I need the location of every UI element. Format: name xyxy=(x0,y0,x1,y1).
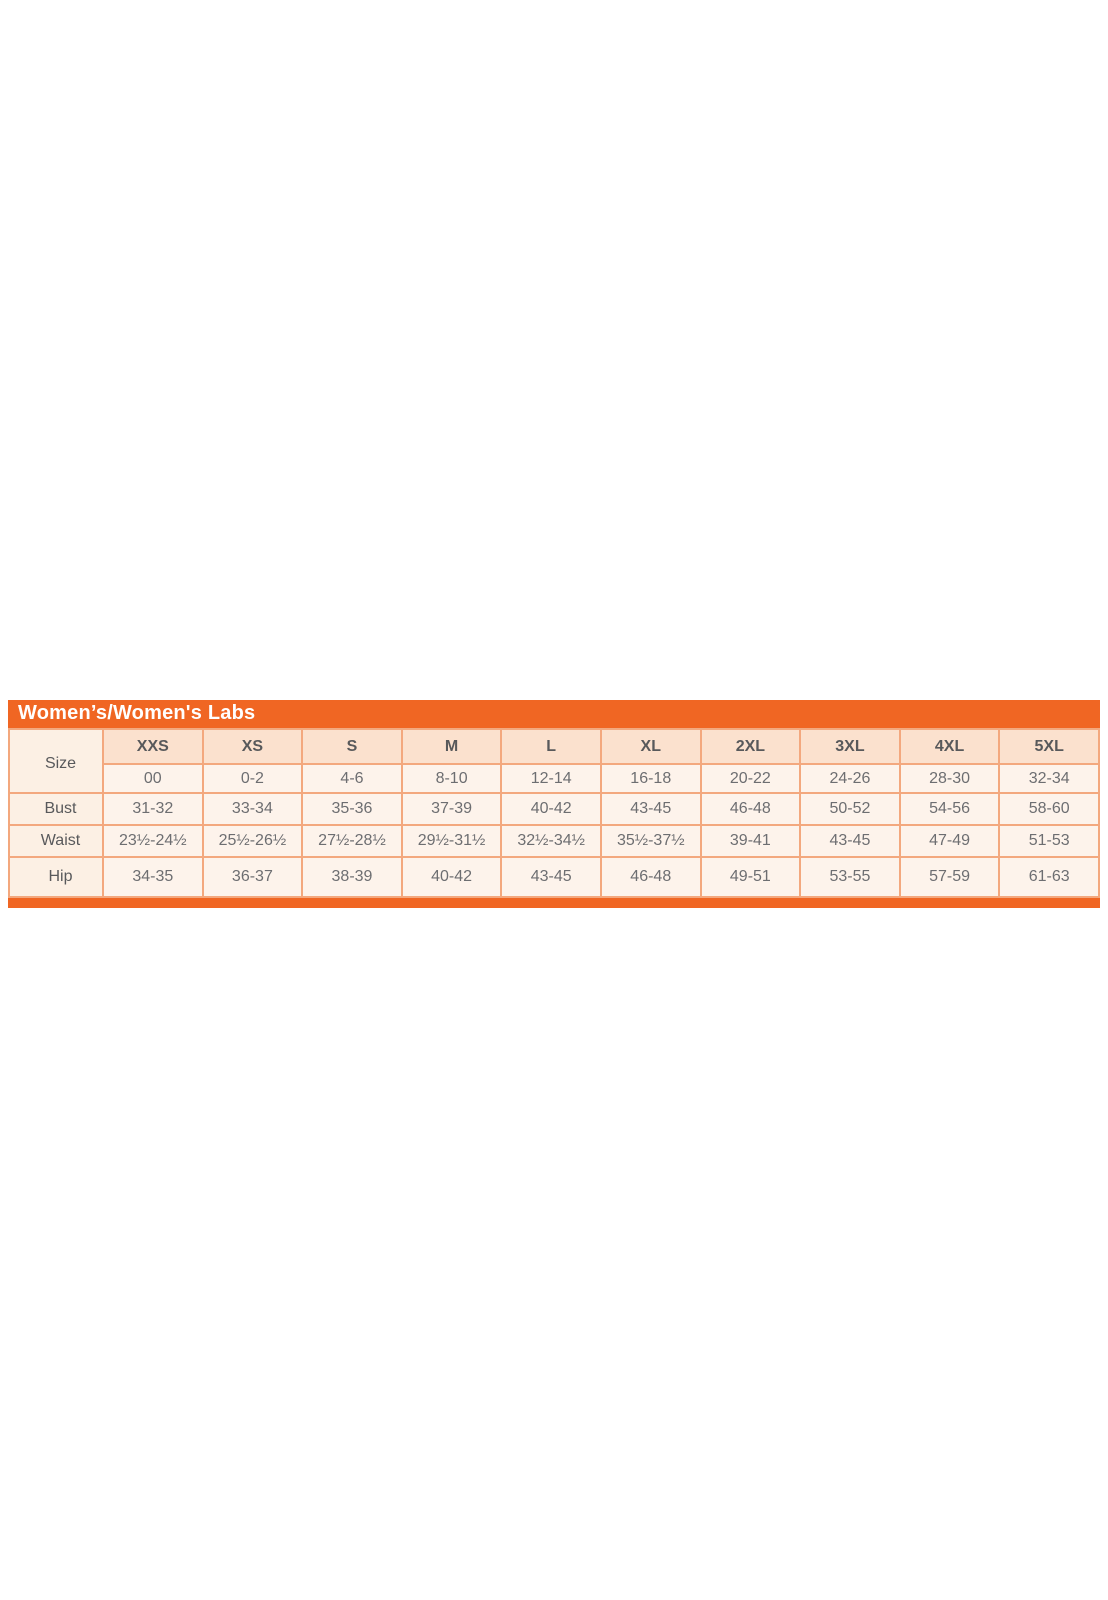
hip-cell: 43-45 xyxy=(501,857,601,897)
numeric-size-cell: 32-34 xyxy=(999,764,1099,793)
column-header-xl: XL xyxy=(601,729,701,764)
waist-cell: 47-49 xyxy=(900,825,1000,857)
waist-cell: 27½-28½ xyxy=(302,825,402,857)
column-header-5xl: 5XL xyxy=(999,729,1099,764)
numeric-size-cell: 20-22 xyxy=(701,764,801,793)
bust-cell: 43-45 xyxy=(601,793,701,825)
table-bottom-accent-bar xyxy=(8,898,1100,908)
waist-cell: 43-45 xyxy=(800,825,900,857)
hip-cell: 38-39 xyxy=(302,857,402,897)
column-header-row xyxy=(9,729,1099,764)
hip-cell: 53-55 xyxy=(800,857,900,897)
corner-size-label: Size xyxy=(9,729,103,793)
waist-cell: 29½-31½ xyxy=(402,825,502,857)
bust-cell: 58-60 xyxy=(999,793,1099,825)
column-header-xs: XS xyxy=(203,729,303,764)
waist-cell: 39-41 xyxy=(701,825,801,857)
waist-cell: 51-53 xyxy=(999,825,1099,857)
row-label-hip: Hip xyxy=(9,857,103,897)
waist-cell: 35½-37½ xyxy=(601,825,701,857)
bust-cell: 40-42 xyxy=(501,793,601,825)
row-label-waist: Waist xyxy=(9,825,103,857)
hip-cell: 36-37 xyxy=(203,857,303,897)
numeric-size-cell: 0-2 xyxy=(203,764,303,793)
bust-cell: 37-39 xyxy=(402,793,502,825)
column-header-m: M xyxy=(402,729,502,764)
hip-cell: 46-48 xyxy=(601,857,701,897)
column-header-3xl: 3XL xyxy=(800,729,900,764)
hip-cell: 34-35 xyxy=(103,857,203,897)
bust-cell: 35-36 xyxy=(302,793,402,825)
numeric-size-cell: 4-6 xyxy=(302,764,402,793)
hip-cell: 57-59 xyxy=(900,857,1000,897)
bust-cell: 46-48 xyxy=(701,793,801,825)
bust-cell: 33-34 xyxy=(203,793,303,825)
hip-cell: 40-42 xyxy=(402,857,502,897)
column-header-s: S xyxy=(302,729,402,764)
column-header-4xl: 4XL xyxy=(900,729,1000,764)
numeric-size-cell: 00 xyxy=(103,764,203,793)
waist-cell: 25½-26½ xyxy=(203,825,303,857)
table-title: Women’s/Women's Labs xyxy=(18,702,256,724)
bust-row xyxy=(9,793,1099,825)
hip-row xyxy=(9,857,1099,897)
numeric-size-cell: 12-14 xyxy=(501,764,601,793)
column-header-2xl: 2XL xyxy=(701,729,801,764)
numeric-size-cell: 28-30 xyxy=(900,764,1000,793)
row-label-bust: Bust xyxy=(9,793,103,825)
numeric-size-cell: 16-18 xyxy=(601,764,701,793)
bust-cell: 50-52 xyxy=(800,793,900,825)
numeric-size-cell: 8-10 xyxy=(402,764,502,793)
waist-row xyxy=(9,825,1099,857)
size-chart xyxy=(8,700,1100,908)
waist-cell: 23½-24½ xyxy=(103,825,203,857)
hip-cell: 61-63 xyxy=(999,857,1099,897)
bust-cell: 54-56 xyxy=(900,793,1000,825)
column-header-l: L xyxy=(501,729,601,764)
table-title-bar xyxy=(8,700,1100,728)
size-table xyxy=(8,728,1100,898)
numeric-size-cell: 24-26 xyxy=(800,764,900,793)
hip-cell: 49-51 xyxy=(701,857,801,897)
waist-cell: 32½-34½ xyxy=(501,825,601,857)
bust-cell: 31-32 xyxy=(103,793,203,825)
numeric-size-row xyxy=(9,764,1099,793)
column-header-xxs: XXS xyxy=(103,729,203,764)
